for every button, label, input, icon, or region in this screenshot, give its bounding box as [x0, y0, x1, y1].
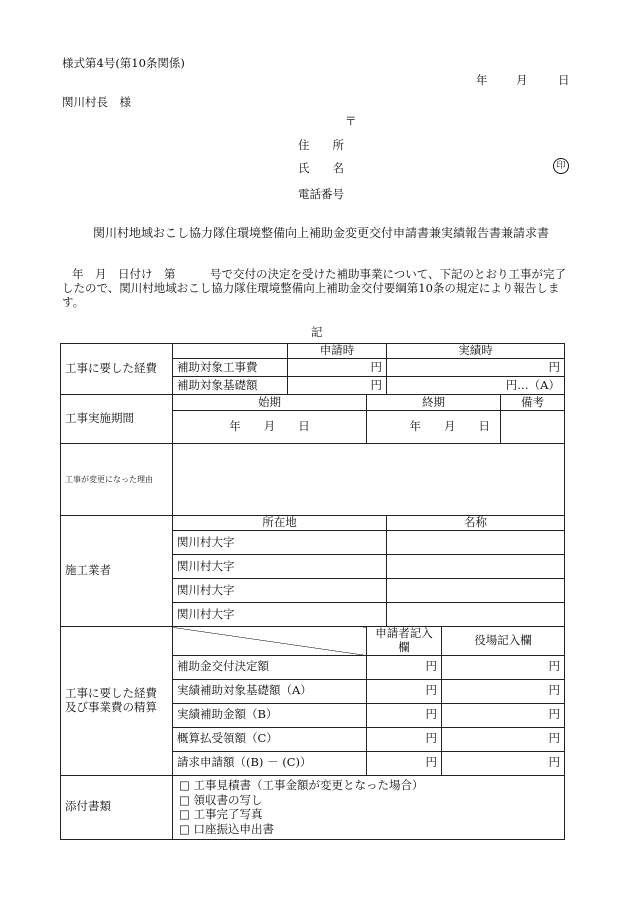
- contractor-location[interactable]: 関川村大字: [173, 579, 387, 603]
- col-actual: 実績時: [387, 344, 565, 359]
- checkbox[interactable]: □: [179, 792, 190, 807]
- body-text: 年 月 日付け 第 号で交付の決定を受けた補助事業について、下記のとおり工事が完了したので、関川村地域おこし協力隊住環境整備向上補助金交付要綱第10条の規定により報告します。: [62, 267, 567, 309]
- attachment-item: □ 口座振込申出書: [179, 821, 275, 836]
- col-note: 備考: [501, 395, 565, 411]
- contractor-name-field[interactable]: [387, 531, 565, 555]
- address-label: 住 所: [298, 138, 344, 152]
- checkbox[interactable]: □: [179, 821, 190, 836]
- phone-label: 電話番号: [298, 187, 344, 201]
- cost-actual-value[interactable]: 円: [387, 359, 565, 377]
- attachment-item: □ 工事完了写真: [179, 807, 263, 822]
- date-day: 日: [558, 73, 570, 87]
- applicant-amount[interactable]: 円: [367, 727, 442, 751]
- applicant-amount[interactable]: 円: [367, 655, 442, 679]
- contractor-location[interactable]: 関川村大字: [173, 531, 387, 555]
- contractor-label: 施工業者: [61, 516, 173, 627]
- cost-row-label: 補助対象工事費: [173, 359, 288, 377]
- cost-request-value[interactable]: 円: [288, 377, 387, 395]
- settlement-row-label: 実績補助金額（B）: [173, 703, 367, 727]
- applicant-amount[interactable]: 円: [367, 703, 442, 727]
- name-label: 氏 名: [298, 161, 344, 175]
- col-office: 役場記入欄: [442, 627, 565, 656]
- col-end: 終期: [367, 395, 501, 411]
- attachment-item: □ 領収書の写し: [179, 792, 263, 807]
- contractor-location[interactable]: 関川村大字: [173, 555, 387, 579]
- contractor-name-field[interactable]: [387, 603, 565, 627]
- attachment-item: □ 工事見積書（工事金額が変更となった場合）: [179, 778, 424, 793]
- period-label: 工事実施期間: [61, 395, 173, 444]
- cost-actual-value[interactable]: 円…（A）: [387, 377, 565, 395]
- reason-field[interactable]: [173, 444, 565, 516]
- cost-request-value[interactable]: 円: [288, 359, 387, 377]
- settlement-row-label: 請求申請額（(B) － (C)）: [173, 751, 367, 775]
- attachments-label: 添付書類: [61, 775, 173, 839]
- contractor-name-field[interactable]: [387, 555, 565, 579]
- postal-mark: 〒: [345, 114, 357, 128]
- contractor-location[interactable]: 関川村大字: [173, 603, 387, 627]
- settlement-row-label: 概算払受領額（C）: [173, 727, 367, 751]
- note-field[interactable]: [501, 411, 565, 444]
- settlement-row-label: 補助金交付決定額: [173, 655, 367, 679]
- costs-corner: [173, 344, 288, 359]
- col-name: 名称: [387, 516, 565, 531]
- start-date-field[interactable]: 年 月 日: [173, 411, 367, 444]
- document-title: 関川村地域おこし協力隊住環境整備向上補助金変更交付申請書兼実績報告書兼請求書: [93, 226, 550, 240]
- settlement-row-label: 実績補助対象基礎額（A）: [173, 679, 367, 703]
- contractor-name-field[interactable]: [387, 579, 565, 603]
- col-location: 所在地: [173, 516, 387, 531]
- settlement-label: 工事に要した経費及び事業費の精算: [61, 627, 173, 776]
- date-month: 月: [516, 73, 528, 87]
- reason-label: 工事が変更になった理由: [61, 444, 173, 516]
- date-year: 年: [476, 73, 488, 87]
- checkbox[interactable]: □: [179, 807, 190, 822]
- costs-label: 工事に要した経費: [61, 344, 173, 395]
- attachments-list: [173, 775, 565, 839]
- col-applicant: 申請者記入欄: [367, 627, 442, 656]
- report-form-table: [60, 343, 565, 840]
- settlement-corner: [173, 627, 367, 656]
- office-amount[interactable]: 円: [442, 703, 565, 727]
- checkbox[interactable]: □: [179, 778, 190, 793]
- col-request: 申請時: [288, 344, 387, 359]
- cost-row-label: 補助対象基礎額: [173, 377, 288, 395]
- applicant-amount[interactable]: 円: [367, 679, 442, 703]
- office-amount[interactable]: 円: [442, 727, 565, 751]
- office-amount[interactable]: 円: [442, 751, 565, 775]
- ki-marker: 記: [311, 325, 323, 339]
- office-amount[interactable]: 円: [442, 655, 565, 679]
- office-amount[interactable]: 円: [442, 679, 565, 703]
- col-start: 始期: [173, 395, 367, 411]
- form-number: 様式第4号(第10条関係): [62, 56, 185, 70]
- applicant-amount[interactable]: 円: [367, 751, 442, 775]
- end-date-field[interactable]: 年 月 日: [367, 411, 501, 444]
- date-line: [476, 72, 570, 88]
- addressee: 関川村長 様: [62, 95, 131, 109]
- seal-mark: 印: [553, 158, 569, 174]
